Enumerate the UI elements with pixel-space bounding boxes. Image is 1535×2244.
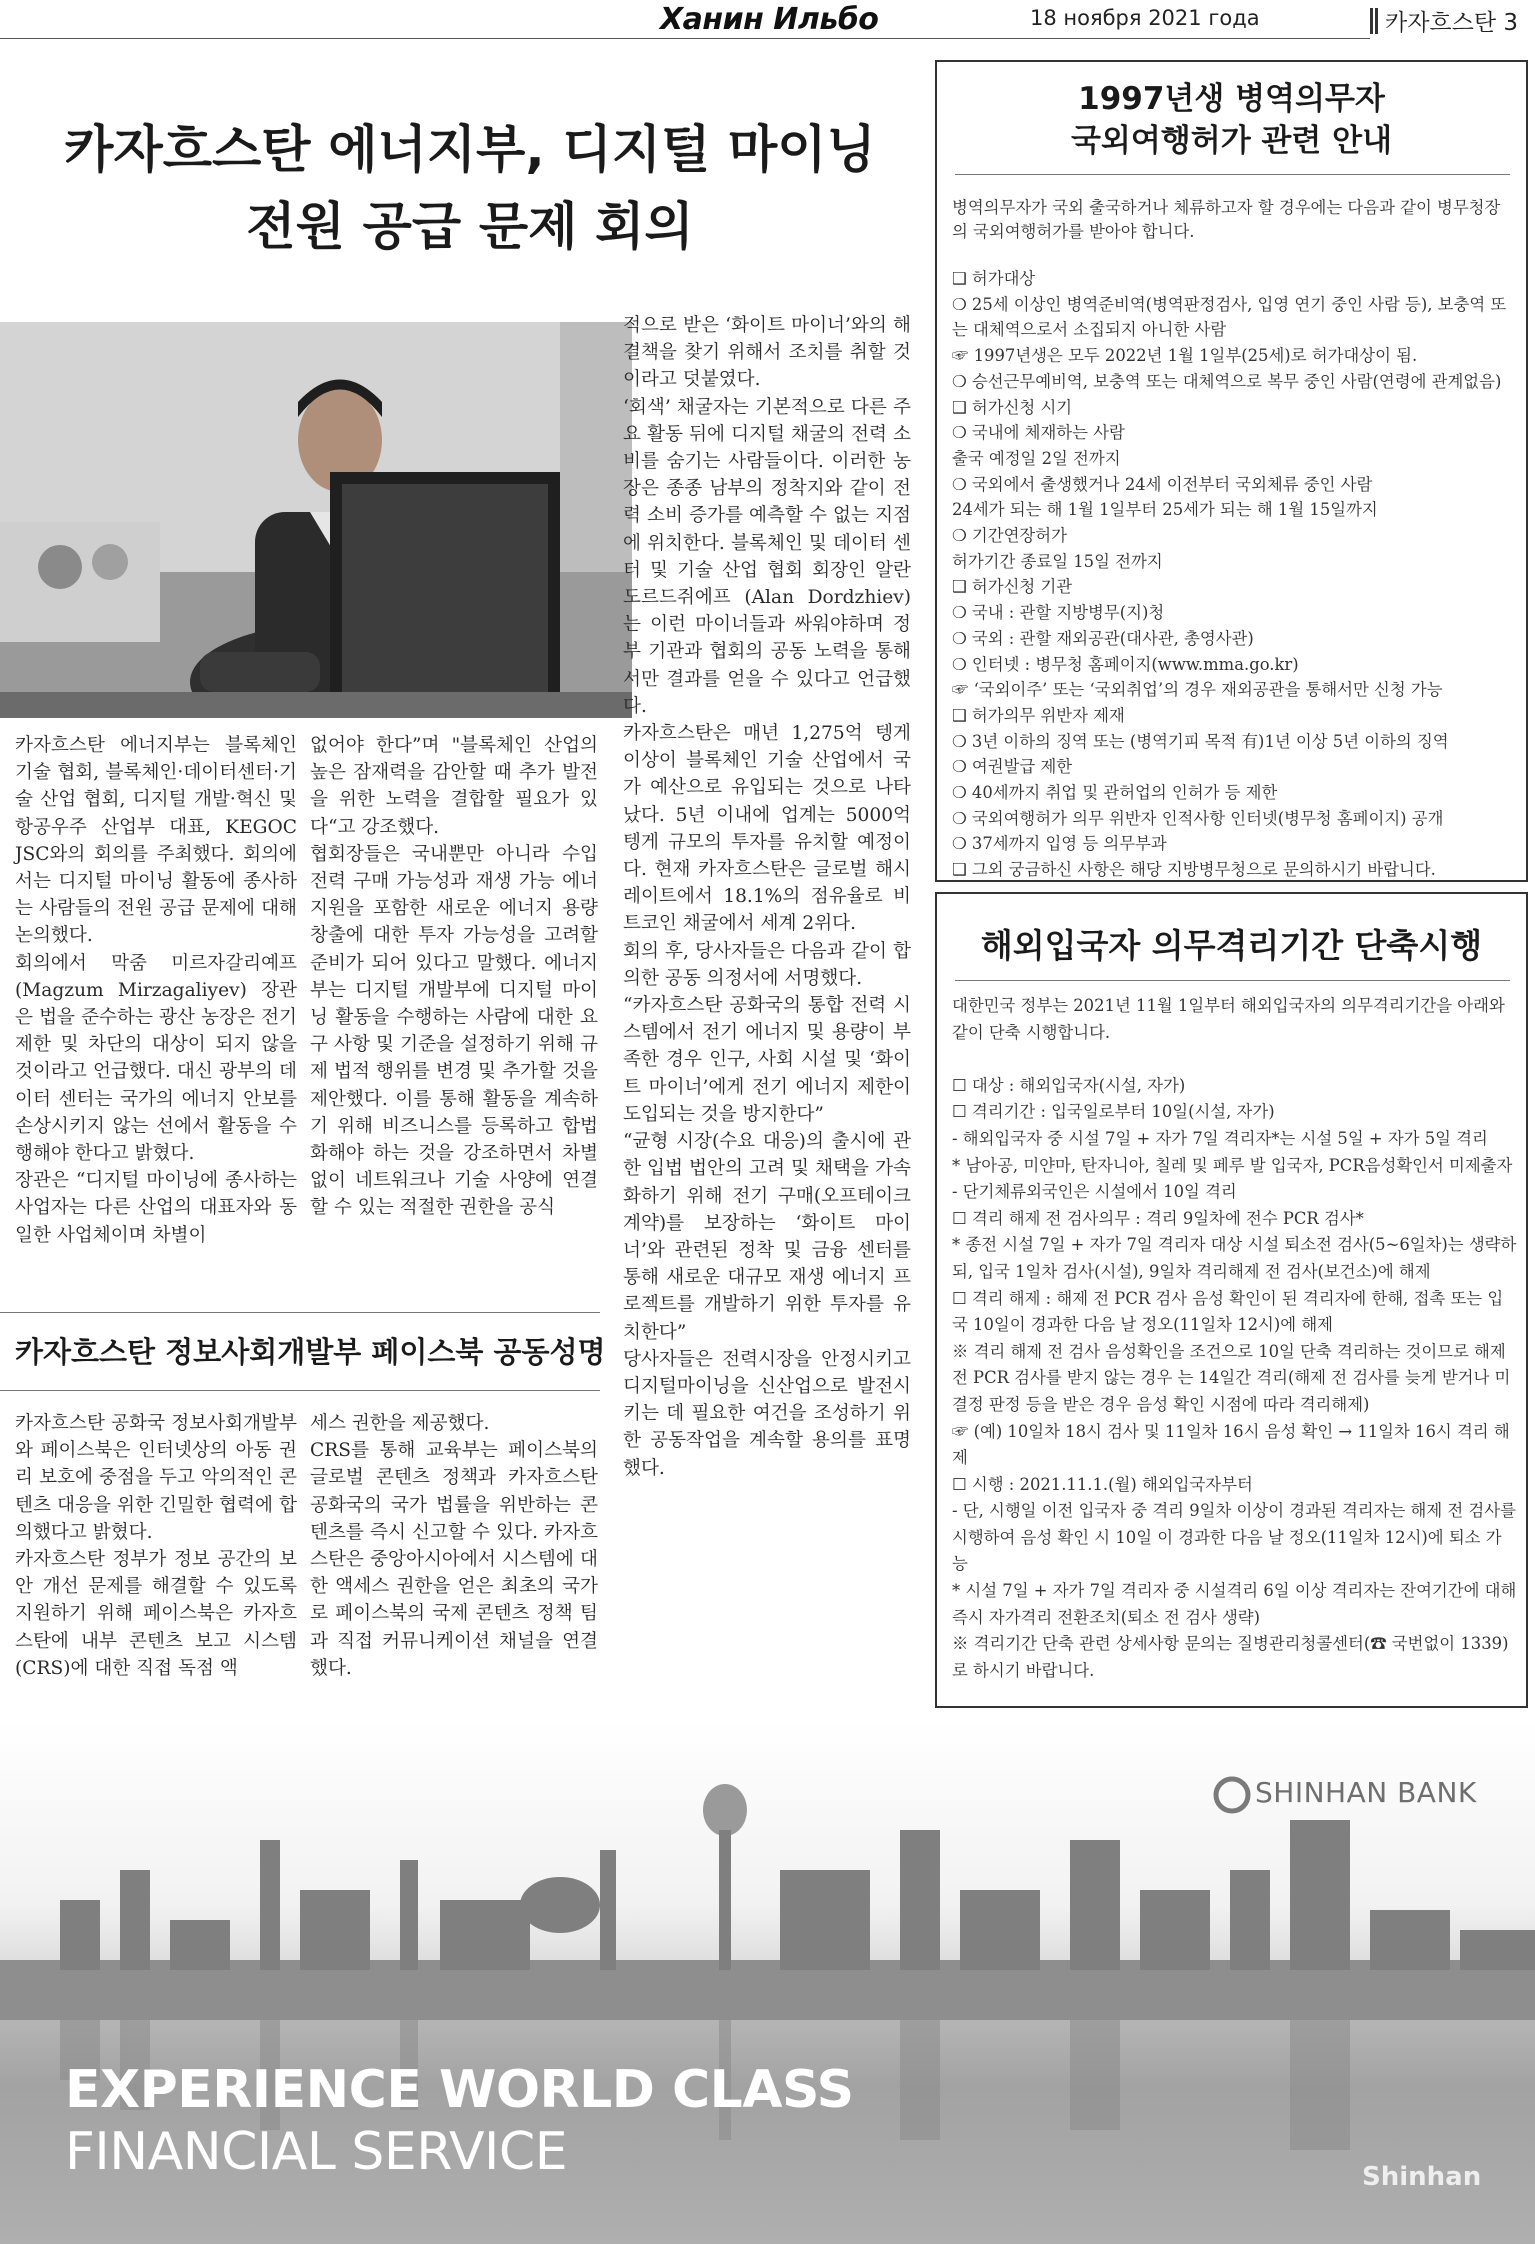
masthead: [0, 0, 1535, 40]
article-photo: [0, 322, 632, 718]
shinhan-logo-icon: [1216, 1779, 1248, 1811]
military-notice-list: ❑ 허가대상 ❍ 25세 이상인 병역준비역(병역판정검사, 입영 연기 중인 사람 등), 보충역 또는 대체역으로서 소집되지 아니한 사람 ☞ 1997년생은 모두 2022년 1월 1일부(25세)로 허가대상이 됨. ❍ 승선근무예비역, 보충역 또는 대체역으로 복무 중인 사람(연령에 관계없음) ❑ 허가신청 시기 ❍ 국내에 체재하는 사람 출국 예정일 2일 전까지 ❍ 국외에서 출생했거나 24세 이전부터 국외체류 중인 사람 24세가 되는 해 1월 1일부터 25세가 되는 해 1월 15일까지 ❍ 기간연장허가 허가기간 종료일 15일 전까지 ❑ 허가신청 기관 ❍ 국내 : 관할 지방병무(지)청 ❍ 국외 : 관할 재외공관(대사관, 총영사관) ❍ 인터넷 : 병무청 홈페이지(www.mma.go.kr) ☞ ‘국외이주’ 또는 ‘국외취업’의 경우 재외공관을 통해서만 신청 가능 ❑ 허가의무 위반자 제재 ❍ 3년 이하의 징역 또는 (병역기피 목적 有)1년 이상 5년 이하의 징역 ❍ 여권발급 제한 ❍ 40세까지 취업 및 관허업의 인허가 등 제한 ❍ 국외여행허가 의무 위반자 인적사항 인터넷(병무청 홈페이지) 공개 ❍ 37세까지 입영 등 의무부과 ❑ 그외 궁금하신 사항은 해당 지방병무청으로 문의하시기 바랍니다.: [952, 269, 1507, 880]
minister-at-desk-photo: [0, 322, 632, 718]
bank-logo-text: SHINHAN BANK: [1255, 1776, 1477, 1809]
section-divider-bar: [1370, 8, 1378, 34]
military-notice-title: [935, 78, 1528, 162]
headline-line-2: 전원 공급 문제 회의: [246, 198, 694, 257]
article-column-2: 없어야 한다”며 "블록체인 산업의 높은 잠재력을 감안할 때 추가 발전을 위한 노력을 결합할 필요가 있다“고 강조했다. 협회장들은 국내뿐만 아니라 수입 전력 구매 가능성과 재생 가능 에너지원을 포함한 새로운 에너지 용량 창출에 대한 투자 가능성을 고려할 준비가 되어 있다고 말했다. 에너지부는 디지털 개발부에 디지털 마이닝 활동을 수행하는 사람에 대한 요구 사항 및 기준을 설정하기 위해 규제 법적 행위를 변경 및 추가할 것을 제안했다. 이를 통해 활동을 계속하기 위해 비즈니스를 등록하고 합법화해야 하는 것을 강조하면서 차별 없이 네트워크나 기술 사양에 연결할 수 있는 적절한 권한을 공식: [310, 735, 598, 1219]
article2-column-2: 세스 권한을 제공했다. CRS를 통해 교육부는 페이스북의 글로벌 콘텐츠 정책과 카자흐스탄 공화국의 국가 법률을 위반하는 콘텐츠를 즉시 신고할 수 있다. 카자흐스탄은 중앙아시아에서 시스템에 대한 액세스 권한을 얻은 최초의 국가로 페이스북의 국제 콘텐츠 정책 팀과 직접 커뮤니케이션 채널을 연결했다.: [310, 1413, 598, 1679]
headline-line-1: 카자흐스탄 에너지부, 디지털 마이닝: [64, 121, 876, 180]
newspaper-title: Ханин Ильбо: [660, 2, 879, 37]
section-divider: [0, 1312, 600, 1313]
article-column-1: 카자흐스탄 에너지부는 블록체인 기술 협회, 블록체인·데이터센터·기술 산업 협회, 디지털 개발·혁신 및 항공우주 산업부 대표, KEGOC JSC와의 회의를 주최했다. 회의에서는 디지털 마이닝 활동에 종사하는 사람들의 전원 공급 문제에 대해 논의했다. 회의에서 막줌 미르자갈리예프(Magzum Mirzagaliyev) 장관은 법을 준수하는 광산 농장은 전기 제한 및 차단의 대상이 되지 않을 것이라고 언급했다. 대신 광부의 데이터 센터는 국가의 에너지 안보를 손상시키지 않는 선에서 활동을 수행해야 한다고 밝혔다. 장관은 “디지털 마이닝에 종사하는 사업자는 다른 산업의 대표자와 동일한 사업체이며 차별이: [15, 735, 297, 1246]
section-page-label: 카자흐스탄 3: [1385, 10, 1519, 36]
military-notice-intro: 병역의무자가 국외 출국하거나 체류하고자 할 경우에는 다음과 같이 병무청장의 국외여행허가를 받아야 합니다.: [952, 198, 1501, 241]
article-headline: [40, 112, 900, 266]
quarantine-notice-body: 대한민국 정부는 2021년 11월 1일부터 해외입국자의 의무격리기간을 아래와 같이 단축 시행합니다. ☐ 대상 : 해외입국자(시설, 자가) ☐ 격리기간 : 입국일로부터 10일(시설, 자가) - 해외입국자 중 시설 7일 + 자가 7일 격리자*는 시설 5일 + 자가 5일 격리 * 남아공, 미얀마, 탄자니아, 칠레 및 페루 발 입국자, PCR음성확인서 미제출자 - 단기체류외국인은 시설에서 10일 격리 ☐ 격리 해제 전 검사의무 : 격리 9일차에 전수 PCR 검사* * 종전 시설 7일 + 자가 7일 격리자 대상 시설 퇴소전 검사(5~6일차)는 생략하되, 입국 1일차 검사(시설), 9일차 격리해제 전 검사(보건소)에 해제 ☐ 격리 해제 : 해제 전 PCR 검사 음성 확인이 된 격리자에 한해, 접촉 또는 입국 10일이 경과한 다음 날 정오(11일차 12시)에 해제 ※ 격리 해제 전 검사 음성확인을 조건으로 10일 단축 격리하는 것이므로 해제 전 PCR 검사를 받지 않는 경우 는 14일간 격리(해제 전 검사를 늦게 받거나 미결정 판정 등을 받은 경우 음성 확인 시점에 따라 격리해제) ☞ (예) 10일차 18시 검사 및 11일차 16시 음성 확인 → 11일차 16시 격리 해제 ☐ 시행 : 2021.11.1.(월) 해외입국자부터 - 단, 시행일 이전 입국자 중 격리 9일차 이상이 경과된 격리자는 해제 전 검사를 시행하여 음성 확인 시 10일 이 경과한 다음 날 정오(11일차 12시)에 퇴소 가능 * 시설 7일 + 자가 7일 격리자 중 시설격리 6일 이상 격리자는 잔여기간에 대해 즉시 자가격리 전환조치(퇴소 전 검사 생략) ※ 격리기간 단축 관련 상세사항 문의는 질병관리청콜센터(☎ 국번없이 1339)로 하시기 바랍니다.: [952, 996, 1517, 1680]
notice-title-line-1: 1997년생 병역의무자: [1078, 81, 1385, 117]
notice-title-line-2: 국외여행허가 관련 안내: [1070, 123, 1393, 159]
notice-rule: [955, 980, 1510, 981]
notice-rule: [955, 174, 1510, 175]
issue-date: 18 ноября 2021 года: [1030, 6, 1260, 30]
ad-slogan-line-2: FINANCIAL SERVICE: [65, 2122, 568, 2182]
masthead-rule: [0, 38, 1370, 39]
article2-headline: 카자흐스탄 정보사회개발부 페이스북 공동성명: [15, 1335, 606, 1369]
article-column-3: 적으로 받은 ‘화이트 마이너’와의 해결책을 찾기 위해서 조치를 취할 것이라고 덧붙였다. ‘회색’ 채굴자는 기본적으로 다른 주요 활동 뒤에 디지털 채굴의 전력 소비를 숨기는 사람들이다. 이러한 농장은 종종 남부의 정착지와 같이 전력 소비 증가를 예측할 수 없는 지점에 위치한다. 블록체인 및 데이터 센터 및 기술 산업 협회 회장인 알란 도르드쥐에프 (Alan Dordzhiev)는 이런 마이너들과 싸워야하며 정부 기관과 협회의 공동 노력을 통해서만 결과를 얻을 수 있다고 언급했다. 카자흐스탄은 매년 1,275억 텡게 이상이 블록체인 기술 산업에서 국가 예산으로 유입되는 것으로 나타났다. 5년 이내에 업계는 5000억 텡게 규모의 투자를 유치할 예정이다. 현재 카자흐스탄은 글로벌 해시레이트에서 18.1%의 점유율로 비트코인 채굴에서 세계 2위다. 회의 후, 당사자들은 다음과 같이 합의한 공동 의정서에 서명했다. “카자흐스탄 공화국의 통합 전력 시스템에서 전기 에너지 및 용량이 부족한 경우 인구, 사회 시설 및 ‘화이트 마이너’에게 전기 에너지 제한이 도입되는 것을 방지한다” “균형 시장(수요 대응)의 출시에 관한 입법 법안의 고려 및 채택을 가속화하기 위해 전기 구매(오프테이크 계약)를 보장하는 ‘화이트 마이너’와 관련된 정착 및 금융 센터를 통해 새로운 대규모 재생 에너지 프로젝트를 개발하기 위한 투자를 유치한다” 당사자들은 전력시장을 안정시키고 디지털마이닝을 신산업으로 발전시키는 데 필요한 여건을 조성하기 위한 공동작업을 계속할 용의를 표명했다.: [623, 315, 911, 1479]
ad-signature: Shinhan: [1362, 2162, 1482, 2192]
quarantine-notice-title: 해외입국자 의무격리기간 단축시행: [980, 926, 1483, 965]
article2-column-1: 카자흐스탄 공화국 정보사회개발부와 페이스북은 인터넷상의 아동 권리 보호에 중점을 두고 악의적인 콘텐츠 대응을 위한 긴밀한 협력에 합의했다고 밝혔다. 카자흐스탄 정부가 정보 공간의 보안 개선 문제를 해결할 수 있도록 지원하기 위해 페이스북은 카자흐스탄에 내부 콘텐츠 보고 시스템(CRS)에 대한 직접 독점 액: [15, 1413, 297, 1679]
ad-slogan-line-1: EXPERIENCE WORLD CLASS: [65, 2060, 854, 2120]
section-divider: [0, 1390, 600, 1391]
